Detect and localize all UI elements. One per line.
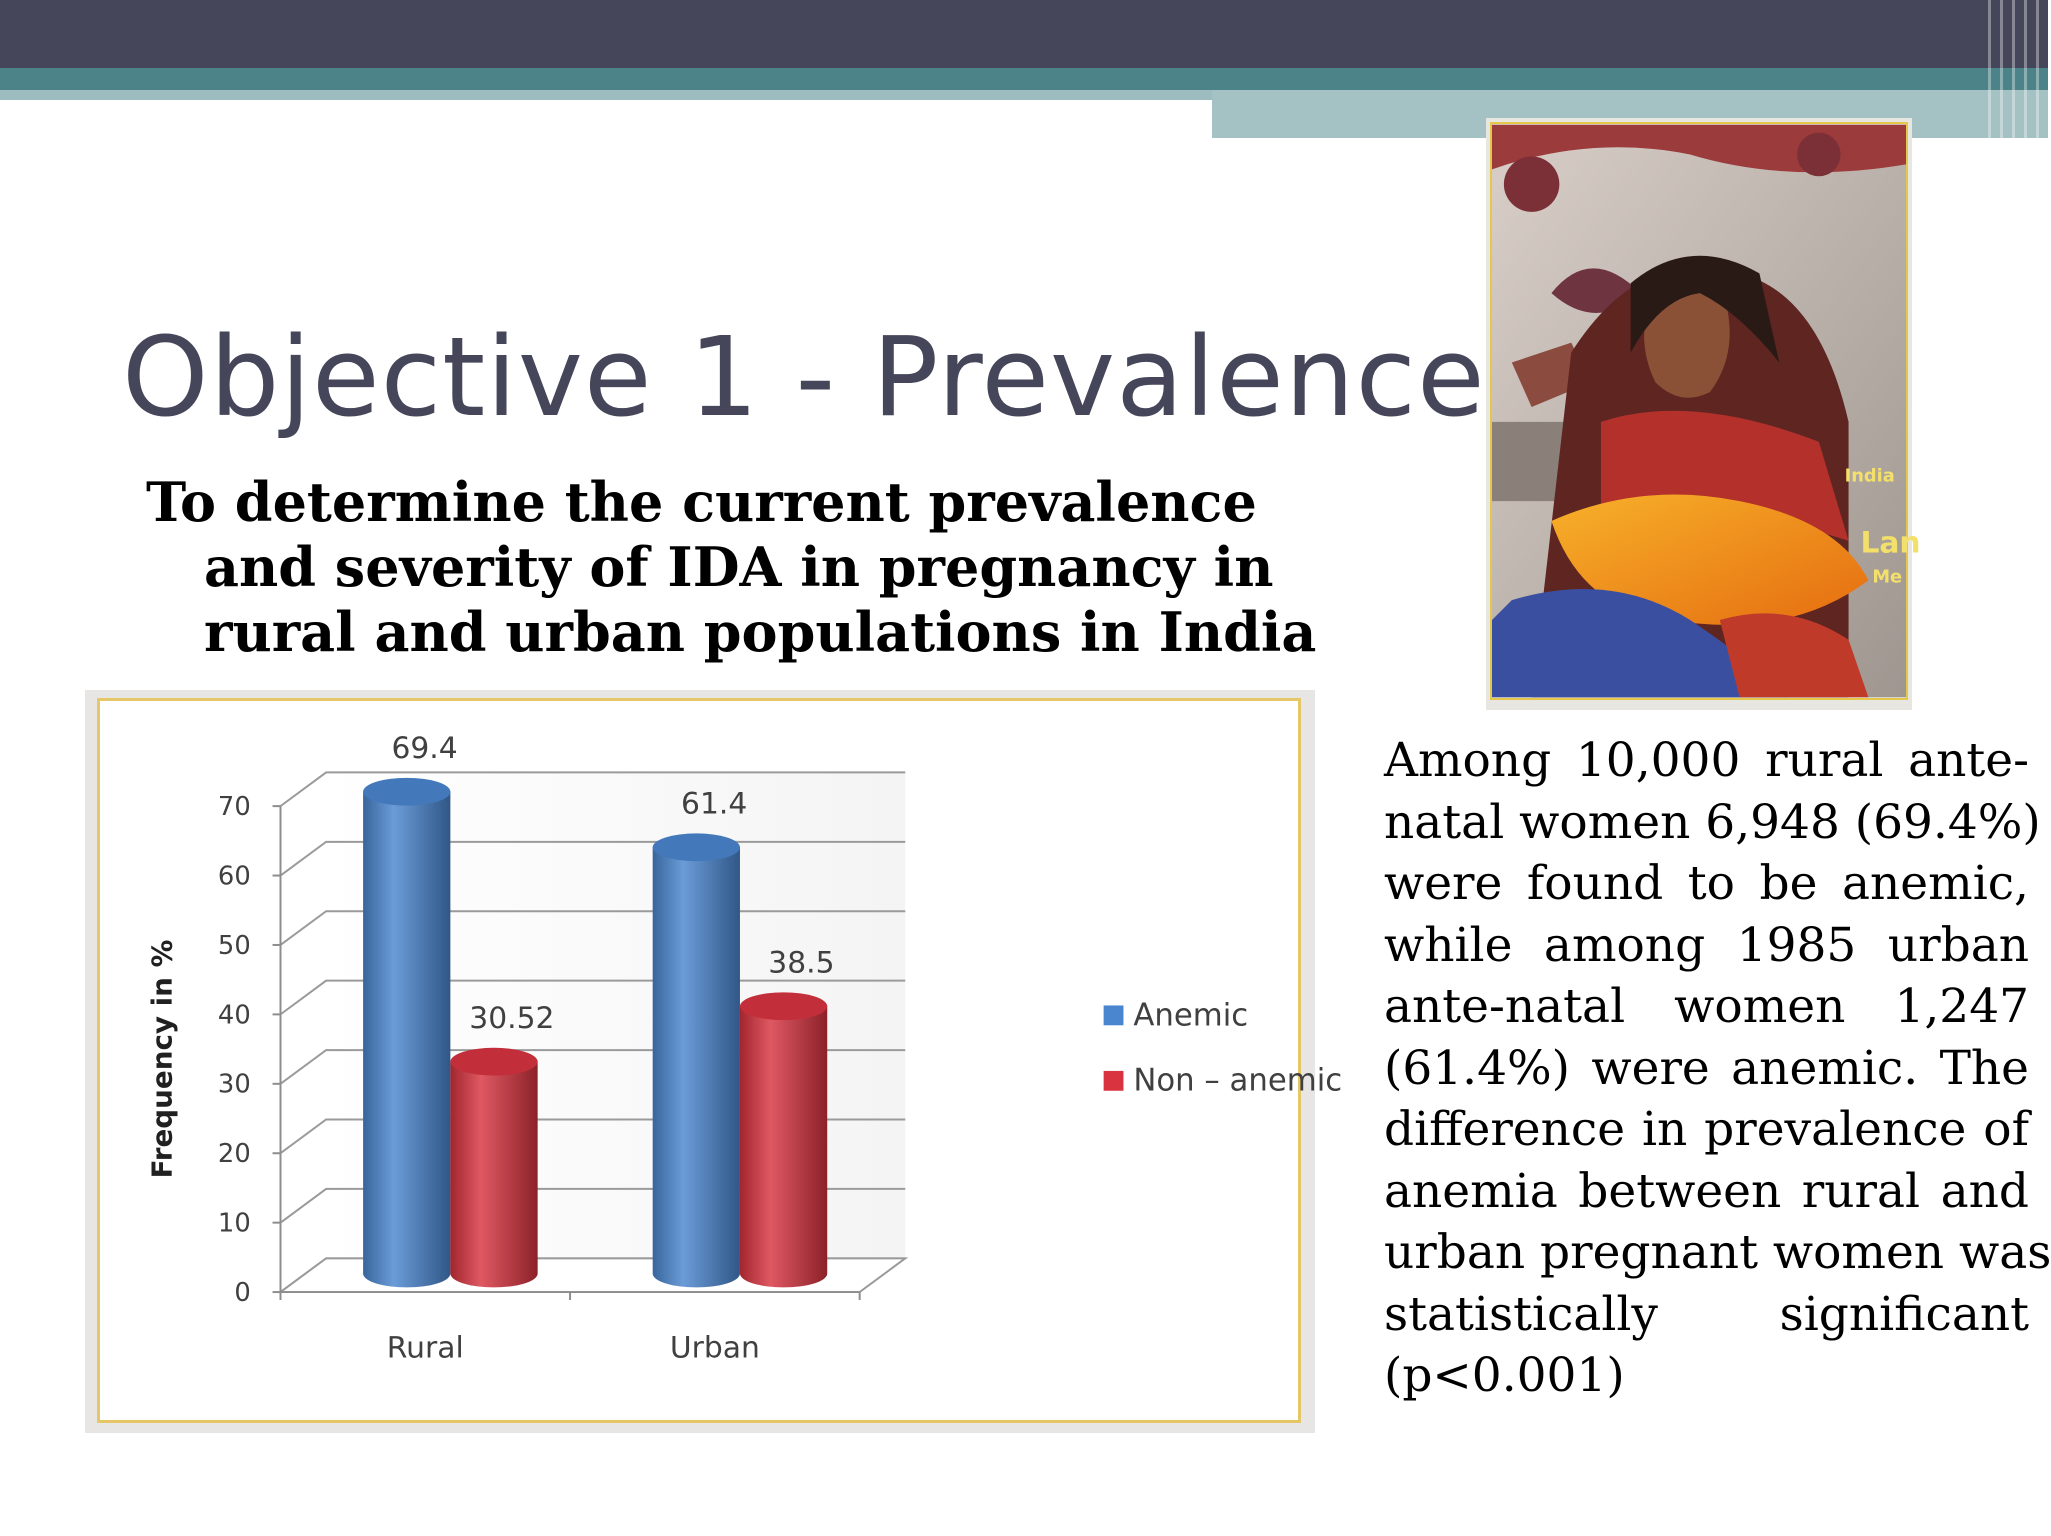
body-paragraph <box>1384 730 2051 1407</box>
slide-title: Objective 1 - Prevalence <box>122 313 1486 441</box>
data-label: 30.52 <box>469 1000 555 1036</box>
body-line: Among 10,000 rural ante- <box>1384 733 2029 788</box>
y-tick-label: 60 <box>217 861 251 892</box>
body-line: (p<0.001) <box>1384 1348 1625 1403</box>
bar-top-cap <box>450 1048 537 1076</box>
body-line: were found to be anemic, <box>1384 856 2029 911</box>
objective-line: rural and urban populations in India <box>204 600 1317 664</box>
x-tick-label: Urban <box>669 1330 760 1366</box>
y-tick-label: 70 <box>217 792 251 823</box>
body-line: natal women 6,948 (69.4%) <box>1384 794 2041 850</box>
bar-non-anemic-urban <box>740 1006 827 1287</box>
body-line: difference in prevalence of <box>1384 1102 2029 1157</box>
bar-top-cap <box>363 778 450 806</box>
bar-chart <box>97 698 1343 1423</box>
y-tick-label: 30 <box>217 1069 251 1100</box>
y-tick-label: 40 <box>217 1000 251 1031</box>
body-line: urban pregnant women was <box>1384 1225 2051 1280</box>
header-edge-stripes <box>1988 0 2048 138</box>
objective-line: and severity of IDA in pregnancy in <box>204 535 1274 599</box>
legend-label: Non – anemic <box>1133 1062 1343 1099</box>
body-line: (61.4%) were anemic. The <box>1384 1040 2029 1096</box>
chart-frame <box>85 690 1343 1433</box>
bar-non-anemic-rural <box>450 1062 537 1288</box>
y-axis-label: Frequency in % <box>145 939 179 1179</box>
y-tick-label: 50 <box>217 930 251 961</box>
poster-overlay-text: Me <box>1872 566 1903 588</box>
body-line: while among 1985 urban <box>1384 917 2029 973</box>
body-line: statistically significant <box>1384 1286 2029 1342</box>
y-tick-label: 20 <box>217 1139 251 1170</box>
data-label: 38.5 <box>768 945 835 981</box>
poster-photo <box>1486 118 1921 710</box>
bar-anemic-urban <box>653 847 740 1287</box>
y-tick-label: 0 <box>234 1277 251 1308</box>
poster-overlay-text: India <box>1844 465 1895 487</box>
x-tick-label: Rural <box>386 1330 464 1366</box>
body-line: ante-natal women 1,247 <box>1384 979 2029 1034</box>
bar-top-cap <box>653 833 740 861</box>
poster-photo-image <box>1490 122 1921 700</box>
objective-line: To determine the current prevalence <box>146 470 1257 534</box>
legend-label: Anemic <box>1133 997 1249 1034</box>
header-band-teal <box>0 68 2048 90</box>
poster-overlay-text: Lan <box>1860 525 1921 561</box>
data-label: 61.4 <box>681 786 748 822</box>
y-tick-label: 10 <box>217 1208 251 1239</box>
legend-swatch <box>1104 1005 1124 1025</box>
body-line: anemia between rural and <box>1384 1163 2029 1219</box>
objective-text <box>146 470 1346 665</box>
data-label: 69.4 <box>391 731 458 767</box>
legend-swatch <box>1104 1071 1124 1091</box>
header-band-dark <box>0 0 2048 68</box>
bar-top-cap <box>740 992 827 1020</box>
bar-anemic-rural <box>363 792 450 1288</box>
header-band-light <box>0 90 1212 100</box>
